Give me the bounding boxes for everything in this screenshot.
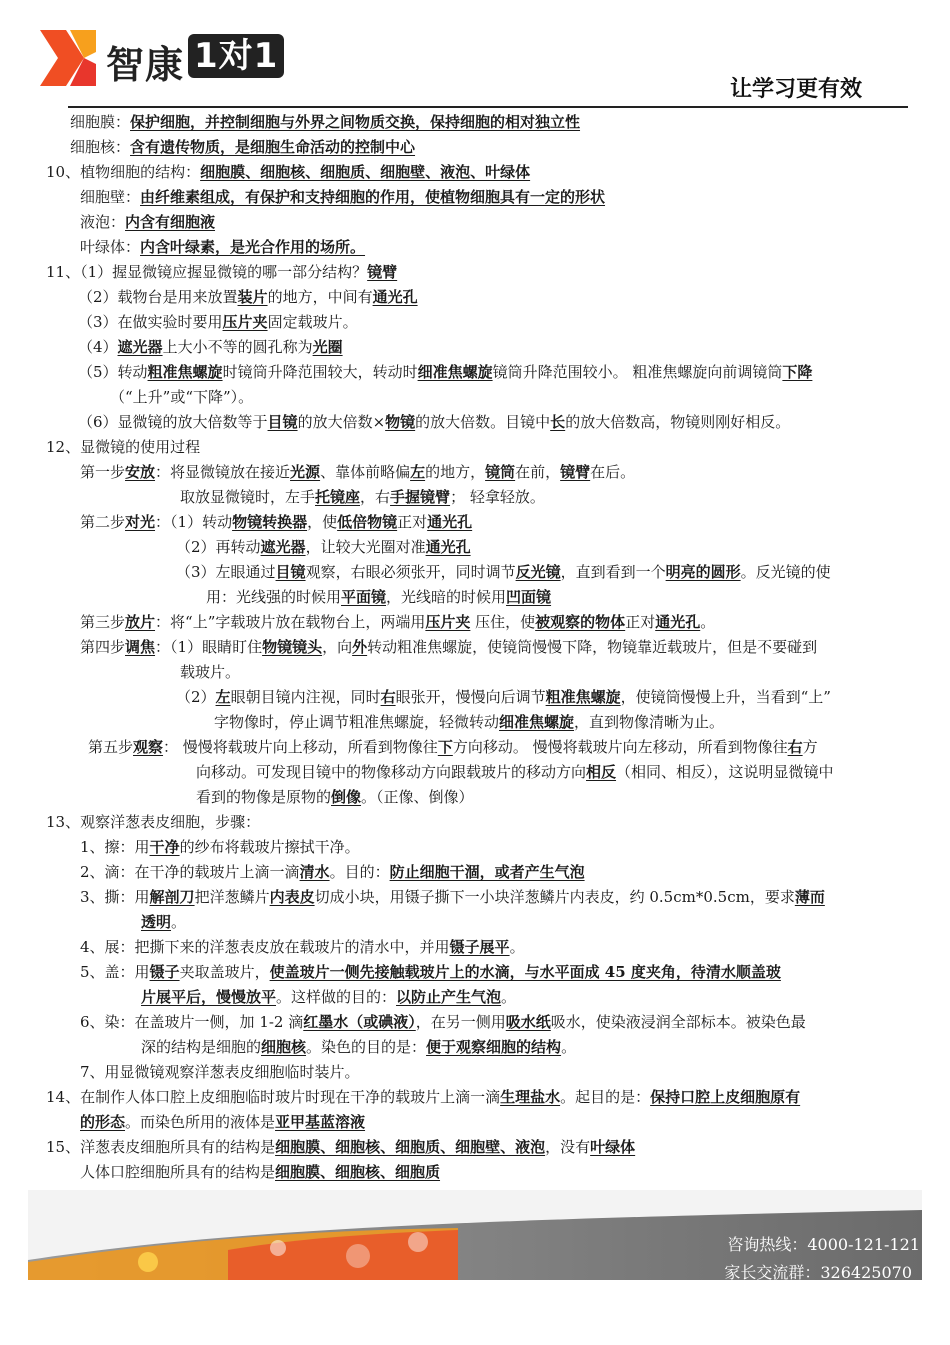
question-text: 方向移动。 慢慢将载玻片向左移动，所看到物像往 — [452, 738, 788, 756]
answer-text: 使盖玻片一侧先接触载玻片上的水滴，与水平面成 45 度夹角，待清水顺盖玻 — [269, 963, 781, 981]
question-text: ，没有 — [545, 1138, 591, 1156]
question-text: ，直到看到一个 — [560, 563, 666, 581]
question-text: 的地方，中间有 — [267, 288, 373, 306]
answer-text: 调焦 — [125, 638, 156, 656]
question-text: 第五步 — [88, 738, 134, 756]
answer-text: 内含叶绿素，是光合作用的场所。 — [140, 238, 366, 256]
question-text: ，光线暗的时候用 — [386, 588, 507, 606]
question-text: 。 — [561, 1038, 577, 1056]
answer-text: 放片 — [125, 613, 156, 631]
text-line — [141, 910, 186, 934]
answer-text: 透明 — [141, 913, 172, 931]
answer-text: 通光孔 — [425, 538, 471, 556]
answer-text: 明亮的圆形 — [665, 563, 741, 581]
answer-text: 平面镜 — [341, 588, 387, 606]
text-line — [80, 210, 215, 234]
question-text: 取放显微镜时，左手 — [180, 488, 316, 506]
question-text: （3）左眼通过 — [176, 563, 276, 581]
question-text: 在前， — [515, 463, 561, 481]
brand-name — [106, 34, 284, 89]
brand-name-text: 智康 — [106, 43, 185, 87]
answer-text: 保持口腔上皮细胞原有 — [650, 1088, 801, 1106]
question-text: ，右 — [360, 488, 391, 506]
answer-text: 目镜 — [267, 413, 298, 431]
question-text: 人体口腔细胞所具有的结构是 — [80, 1163, 276, 1181]
answer-text: 左 — [215, 688, 231, 706]
answer-text: 通光孔 — [372, 288, 418, 306]
question-text: 、靠体前略偏 — [320, 463, 411, 481]
question-text: 12、显微镜的使用过程 — [46, 438, 201, 456]
text-line — [141, 1035, 576, 1059]
text-line — [78, 335, 343, 359]
question-text: 压住，使 — [470, 613, 536, 631]
question-text: 的放大倍数。目镜中 — [415, 413, 551, 431]
text-line — [196, 760, 834, 784]
question-text: 切成小块，用镊子撕下一小块洋葱鳞片内表皮，约 0.5cm*0.5cm，要求 — [314, 888, 795, 906]
brand-mark-icon — [40, 30, 96, 86]
question-text: 。起目的是： — [560, 1088, 651, 1106]
answer-text: 观察 — [133, 738, 164, 756]
text-line — [214, 710, 724, 734]
question-text: 夹取盖玻片， — [179, 963, 270, 981]
answer-text: 外 — [352, 638, 368, 656]
question-text: 眼张开，慢慢向后调节 — [395, 688, 546, 706]
text-line — [46, 160, 530, 184]
question-text: （5）转动 — [78, 363, 148, 381]
question-text: 观察，右眼必须张开，同时调节 — [305, 563, 516, 581]
text-line — [80, 510, 472, 534]
text-line — [80, 185, 605, 209]
question-text: 液泡： — [80, 213, 126, 231]
text-line — [46, 810, 260, 834]
question-text: 在后。 — [590, 463, 636, 481]
answer-text: 物镜 — [385, 413, 416, 431]
text-line — [78, 285, 418, 309]
answer-text: 压片夹 — [425, 613, 471, 631]
answer-text: 含有遗传物质，是细胞生命活动的控制中心 — [130, 138, 416, 156]
answer-text: 叶绿体 — [590, 1138, 636, 1156]
answer-text: 镊子 — [149, 963, 180, 981]
answer-text: 干净 — [149, 838, 180, 856]
question-text: ，直到物像清晰为止。 — [574, 713, 725, 731]
question-text: （4） — [78, 338, 118, 356]
text-line — [80, 960, 781, 984]
question-text: ：将显微镜放在接近 — [155, 463, 291, 481]
question-text: 。 — [501, 988, 517, 1006]
question-text: 。 — [509, 938, 525, 956]
question-text: 用：光线强的时候用 — [206, 588, 342, 606]
answer-text: 细准焦螺旋 — [417, 363, 493, 381]
question-text: 把洋葱鳞片 — [194, 888, 270, 906]
answer-text: 吸水纸 — [505, 1013, 551, 1031]
question-text: 6、染：在盖玻片一侧，加 1-2 滴 — [80, 1013, 304, 1031]
text-line — [78, 410, 790, 434]
question-text: 13、观察洋葱表皮细胞，步骤： — [46, 813, 261, 831]
brand-badge: 1对1 — [188, 34, 284, 78]
text-line — [80, 935, 525, 959]
text-line — [206, 585, 551, 609]
question-text: 正对 — [397, 513, 428, 531]
question-text: 的纱布将载玻片擦拭干净。 — [179, 838, 360, 856]
question-text: 。反光镜的使 — [740, 563, 831, 581]
answer-text: 亚甲基蓝溶液 — [275, 1113, 366, 1131]
brand-logo — [40, 30, 300, 88]
question-text: 时镜筒升降范围较大，转动时 — [222, 363, 418, 381]
answer-text: 内表皮 — [269, 888, 315, 906]
text-line — [80, 860, 585, 884]
answer-text: 解剖刀 — [149, 888, 195, 906]
question-text: （3）在做实验时要用 — [78, 313, 223, 331]
question-text: 向移动。可发现目镜中的物像移动方向跟载玻片的移动方向 — [196, 763, 587, 781]
text-line — [180, 485, 545, 509]
footer-parent-group: 家长交流群：326425070 — [724, 1263, 912, 1282]
question-text: （“上升”或“下降”）。 — [110, 388, 254, 406]
question-text: 。而染色所用的液体是 — [125, 1113, 276, 1131]
answer-text: 镜筒 — [485, 463, 516, 481]
question-text: ：将“上”字载玻片放在载物台上，两端用 — [155, 613, 426, 631]
question-text: ：（1）转动 — [155, 513, 233, 531]
text-line — [176, 535, 471, 559]
text-line — [70, 135, 415, 159]
question-text: 深的结构是细胞的 — [141, 1038, 262, 1056]
answer-text: 倒像 — [331, 788, 362, 806]
answer-text: 左 — [410, 463, 426, 481]
question-text: 。这样做的目的： — [276, 988, 397, 1006]
question-text: 15、洋葱表皮细胞所具有的结构是 — [46, 1138, 276, 1156]
text-line — [110, 385, 253, 409]
question-text: ，让较大光圈对准 — [305, 538, 426, 556]
text-line — [196, 785, 474, 809]
answer-text: 遮光器 — [260, 538, 306, 556]
text-line — [80, 235, 365, 259]
text-line — [46, 1085, 800, 1109]
answer-text: 粗准焦螺旋 — [147, 363, 223, 381]
question-text: 固定载玻片。 — [267, 313, 358, 331]
question-text: 的放大倍数高，物镜则刚好相反。 — [565, 413, 791, 431]
answer-text: 光圈 — [312, 338, 343, 356]
question-text: 14、在制作人体口腔上皮细胞临时玻片时现在干净的载玻片上滴一滴 — [46, 1088, 501, 1106]
answer-text: 镜臂 — [560, 463, 591, 481]
answer-text: 镜臂 — [367, 263, 398, 281]
answer-text: 由纤维素组成，有保护和支持细胞的作用，使植物细胞具有一定的形状 — [140, 188, 606, 206]
question-text: 。目的： — [329, 863, 390, 881]
answer-text: 压片夹 — [222, 313, 268, 331]
question-text: ，使 — [307, 513, 338, 531]
text-line — [78, 360, 812, 384]
answer-text: 通光孔 — [427, 513, 473, 531]
answer-text: 手握镜臂 — [390, 488, 451, 506]
question-text: 1、擦：用 — [80, 838, 150, 856]
answer-text: 细胞膜、细胞核、细胞质 — [275, 1163, 441, 1181]
question-text: 。 — [700, 613, 716, 631]
question-text: 的地方， — [425, 463, 486, 481]
question-text: 10、植物细胞的结构： — [46, 163, 201, 181]
text-line — [78, 310, 358, 334]
question-text: 镜筒升降范围较小。 粗准焦螺旋向前调镜筒 — [492, 363, 783, 381]
question-text: 。 — [171, 913, 187, 931]
answer-text: 光源 — [290, 463, 321, 481]
answer-text: 镊子展平 — [449, 938, 510, 956]
question-text: ： 慢慢将载玻片向上移动，所看到物像往 — [163, 738, 438, 756]
text-line — [80, 1160, 440, 1184]
question-text: （相同、相反），这说明显微镜中 — [616, 763, 834, 781]
text-line — [80, 1010, 806, 1034]
text-line — [80, 1110, 365, 1134]
question-text: 11、（1）握显微镜应握显微镜的哪一部分结构？ — [46, 263, 368, 281]
question-text: ； 轻拿轻放。 — [450, 488, 545, 506]
question-text: ，向 — [322, 638, 353, 656]
question-text: 。染色的目的是： — [306, 1038, 427, 1056]
question-text: 第四步 — [80, 638, 126, 656]
text-line — [141, 985, 516, 1009]
question-text: 细胞壁： — [80, 188, 141, 206]
question-text: （2） — [176, 688, 216, 706]
question-text: 吸水，使染液浸润全部标本。被染色最 — [550, 1013, 806, 1031]
answer-text: 薄而 — [794, 888, 825, 906]
text-line — [46, 1135, 635, 1159]
answer-text: 右 — [380, 688, 396, 706]
answer-text: 的形态 — [80, 1113, 126, 1131]
answer-text: 便于观察细胞的结构 — [426, 1038, 562, 1056]
answer-text: 低倍物镜 — [337, 513, 398, 531]
answer-text: 被观察的物体 — [535, 613, 626, 631]
text-line — [80, 610, 715, 634]
answer-text: 通光孔 — [655, 613, 701, 631]
answer-text: 反光镜 — [515, 563, 561, 581]
question-text: 上大小不等的圆孔称为 — [162, 338, 313, 356]
question-text: （6）显微镜的放大倍数等于 — [78, 413, 268, 431]
slogan: 让学习更有效 — [729, 77, 862, 102]
question-text: 。（正像、倒像） — [361, 788, 474, 806]
text-line — [46, 260, 397, 284]
text-line — [80, 635, 817, 659]
question-text: 眼朝目镜内注视，同时 — [230, 688, 381, 706]
question-text: 方 — [802, 738, 818, 756]
answer-text: 对光 — [125, 513, 156, 531]
answer-text: 粗准焦螺旋 — [545, 688, 621, 706]
answer-text: 下降 — [782, 363, 813, 381]
question-text: 叶绿体： — [80, 238, 141, 256]
question-text: 5、盖：用 — [80, 963, 150, 981]
question-text: ，使镜筒慢慢上升，当看到“上” — [620, 688, 831, 706]
question-text: ：（1）眼睛盯住 — [155, 638, 263, 656]
question-text: 2、滴：在干净的载玻片上滴一滴 — [80, 863, 300, 881]
question-text: 3、撕：用 — [80, 888, 150, 906]
answer-text: 细胞膜、细胞核、细胞质、细胞壁、液泡 — [275, 1138, 546, 1156]
footer-hotline: 咨询热线：4000-121-121 — [727, 1235, 920, 1254]
text-line — [80, 835, 360, 859]
answer-text: 片展平后，慢慢放平 — [141, 988, 277, 1006]
answer-text: 防止细胞干涸，或者产生气泡 — [389, 863, 585, 881]
text-line — [80, 1060, 360, 1084]
question-text: 第一步 — [80, 463, 126, 481]
question-text: 7、用显微镜观察洋葱表皮细胞临时装片。 — [80, 1063, 360, 1081]
answer-text: 物镜转换器 — [232, 513, 308, 531]
text-line — [176, 560, 831, 584]
answer-text: 保护细胞，并控制细胞与外界之间物质交换，保持细胞的相对独立性 — [130, 113, 581, 131]
question-text: （2）载物台是用来放置 — [78, 288, 238, 306]
answer-text: 红墨水（或碘液） — [303, 1013, 416, 1031]
header-divider — [68, 106, 908, 108]
text-line — [46, 435, 200, 459]
answer-text: 长 — [550, 413, 566, 431]
text-line — [70, 110, 580, 134]
answer-text: 托镜座 — [315, 488, 361, 506]
answer-text: 右 — [787, 738, 803, 756]
question-text: 细胞膜： — [70, 113, 131, 131]
question-text: 正对 — [625, 613, 656, 631]
answer-text: 目镜 — [275, 563, 306, 581]
answer-text: 装片 — [237, 288, 268, 306]
question-text: 转动粗准焦螺旋，使镜筒慢慢下降，物镜靠近载玻片，但是不要碰到 — [367, 638, 818, 656]
answer-text: 细胞核 — [261, 1038, 307, 1056]
question-text: 字物像时，停止调节粗准焦螺旋，轻微转动 — [214, 713, 500, 731]
question-text: 第三步 — [80, 613, 126, 631]
question-text: 看到的物像是原物的 — [196, 788, 332, 806]
text-line — [180, 660, 240, 684]
question-text: 细胞核： — [70, 138, 131, 156]
question-text: 4、展：把撕下来的洋葱表皮放在载玻片的清水中，并用 — [80, 938, 450, 956]
question-text: （2）再转动 — [176, 538, 261, 556]
answer-text: 安放 — [125, 463, 156, 481]
answer-text: 凹面镜 — [506, 588, 552, 606]
answer-text: 生理盐水 — [500, 1088, 561, 1106]
question-text: ，在另一侧用 — [415, 1013, 506, 1031]
answer-text: 细胞膜、细胞核、细胞质、细胞壁、液泡、叶绿体 — [200, 163, 531, 181]
answer-text: 清水 — [299, 863, 330, 881]
question-text: 的放大倍数× — [297, 413, 386, 431]
question-text: 载玻片。 — [180, 663, 241, 681]
answer-text: 遮光器 — [117, 338, 163, 356]
question-text: 第二步 — [80, 513, 126, 531]
answer-text: 内含有细胞液 — [125, 213, 216, 231]
answer-text: 相反 — [586, 763, 617, 781]
text-line — [80, 460, 635, 484]
text-line — [176, 685, 831, 709]
answer-text: 物镜镜头 — [262, 638, 323, 656]
answer-text: 以防止产生气泡 — [396, 988, 502, 1006]
text-line — [88, 735, 818, 759]
answer-text: 下 — [437, 738, 453, 756]
answer-text: 细准焦螺旋 — [499, 713, 575, 731]
text-line — [80, 885, 825, 909]
